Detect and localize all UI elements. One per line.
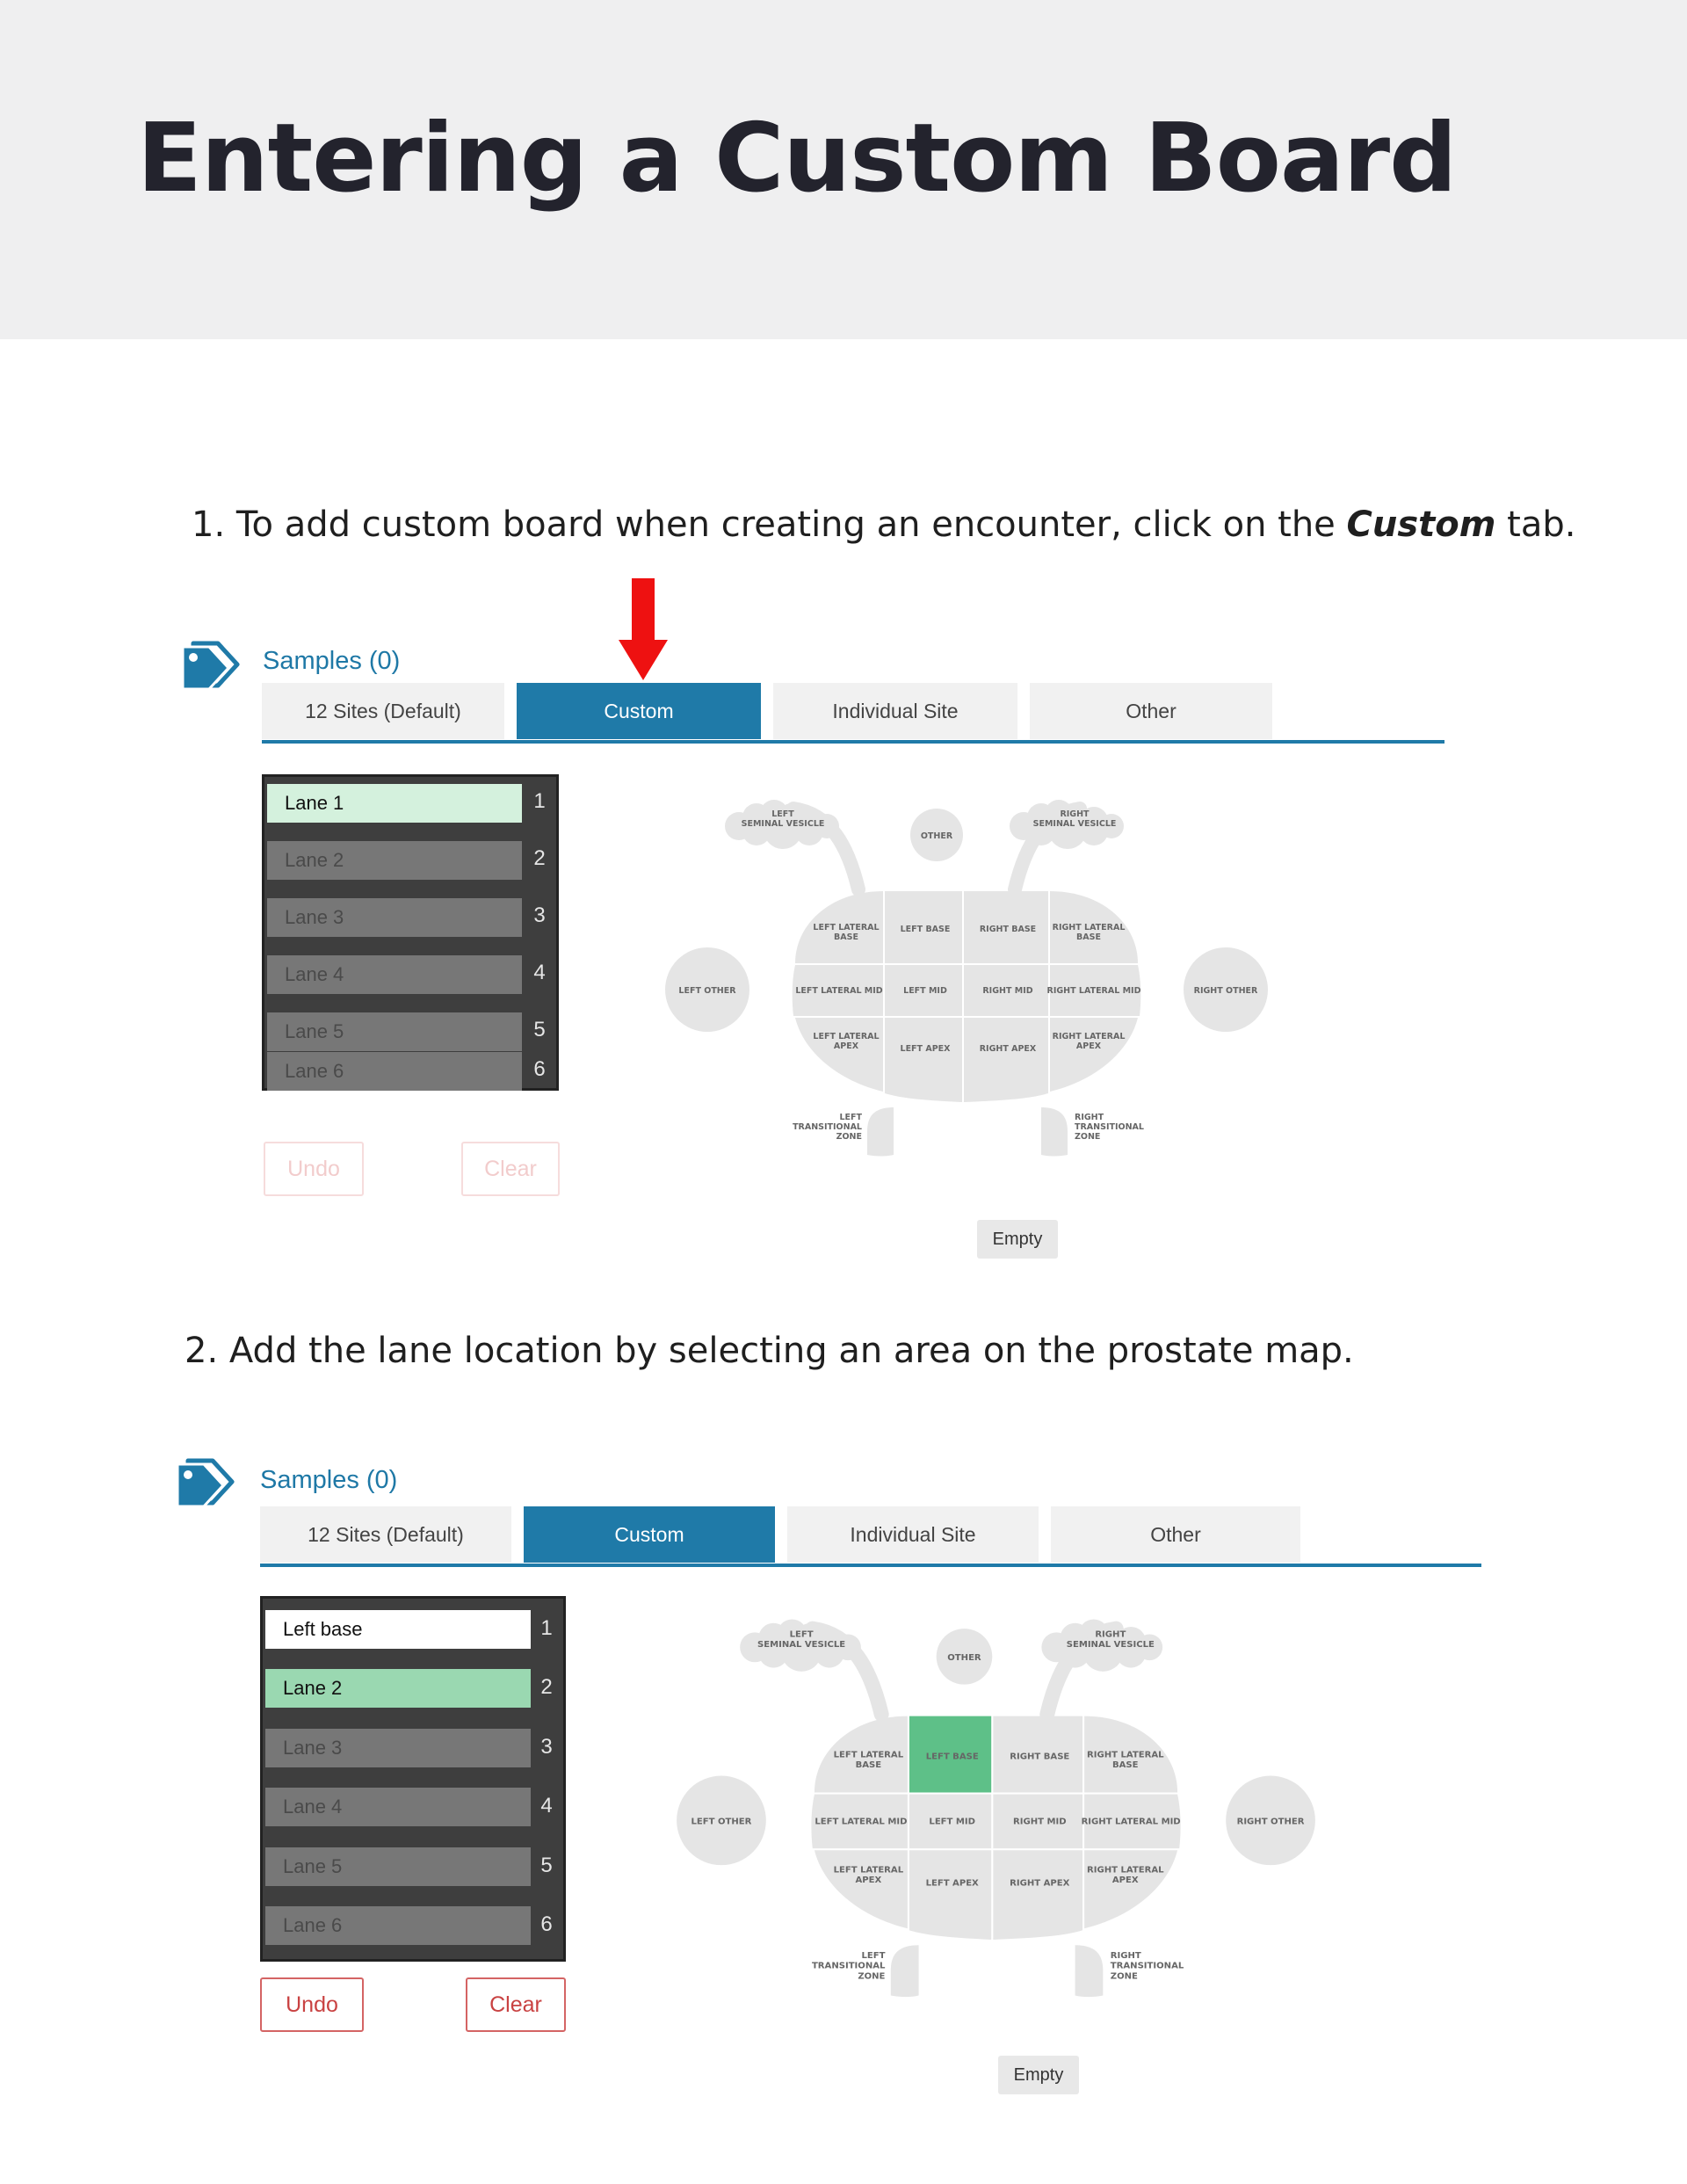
svg-text:LEFTSEMINAL VESICLE: LEFT SEMINAL VESICLE bbox=[757, 1629, 846, 1651]
left-transitional-zone-region[interactable] bbox=[867, 1107, 894, 1157]
lane-list bbox=[262, 774, 559, 1091]
left-lateral-apex-region[interactable] bbox=[795, 1018, 883, 1092]
lane-number: 5 bbox=[540, 1854, 553, 1877]
step-1-bold: Custom bbox=[1346, 504, 1496, 545]
lane-number: 4 bbox=[540, 1794, 553, 1818]
left-apex-region[interactable] bbox=[909, 1850, 991, 1940]
tab-other[interactable]: Other bbox=[1051, 1506, 1300, 1563]
lane-item[interactable]: Lane 5 bbox=[265, 1847, 531, 1886]
lane-number: 3 bbox=[540, 1735, 553, 1759]
svg-text:RIGHT LATERAL MID: RIGHT LATERAL MID bbox=[1081, 1817, 1181, 1827]
svg-text:RIGHT MID: RIGHT MID bbox=[1013, 1817, 1067, 1827]
tab-12-sites-default[interactable]: 12 Sites (Default) bbox=[262, 683, 504, 739]
tab-12-sites-default[interactable]: 12 Sites (Default) bbox=[260, 1506, 511, 1563]
lane-item[interactable]: Lane 4 bbox=[265, 1788, 531, 1826]
step-2-text bbox=[185, 1331, 1354, 1371]
svg-text:LEFT LATERAL MID: LEFT LATERAL MID bbox=[795, 986, 883, 996]
tab-underline bbox=[260, 1564, 1481, 1567]
tags-icon bbox=[174, 1455, 237, 1512]
svg-text:RIGHT OTHER: RIGHT OTHER bbox=[1236, 1817, 1305, 1827]
tab-individual-site[interactable]: Individual Site bbox=[787, 1506, 1039, 1563]
svg-text:RIGHTSEMINAL VESICLE: RIGHT SEMINAL VESICLE bbox=[1032, 809, 1117, 829]
svg-text:OTHER: OTHER bbox=[947, 1653, 981, 1664]
svg-text:LEFTTRANSITIONALZONE: LEFT TRANSITIONAL ZONE bbox=[811, 1951, 886, 1982]
left-transitional-zone-region[interactable] bbox=[891, 1945, 919, 1997]
right-apex-region[interactable] bbox=[964, 1018, 1048, 1102]
svg-text:LEFT APEX: LEFT APEX bbox=[900, 1044, 951, 1054]
left-apex-region[interactable] bbox=[885, 1018, 962, 1102]
lane-number: 4 bbox=[533, 961, 546, 984]
empty-button[interactable]: Empty bbox=[998, 2056, 1079, 2094]
lane-item[interactable]: Lane 6 bbox=[267, 1052, 522, 1091]
svg-text:LEFT OTHER: LEFT OTHER bbox=[691, 1817, 752, 1827]
right-transitional-zone-region[interactable] bbox=[1075, 1945, 1104, 1997]
svg-text:LEFTSEMINAL VESICLE: LEFT SEMINAL VESICLE bbox=[741, 809, 825, 829]
right-lateral-apex-region[interactable] bbox=[1050, 1018, 1138, 1092]
prostate-map-svg bbox=[663, 793, 1270, 1162]
lane-number: 6 bbox=[540, 1912, 553, 1936]
lane-number: 1 bbox=[540, 1616, 553, 1640]
svg-text:RIGHTSEMINAL VESICLE: RIGHT SEMINAL VESICLE bbox=[1066, 1629, 1155, 1651]
svg-text:RIGHT LATERALAPEX: RIGHT LATERAL APEX bbox=[1052, 1032, 1126, 1051]
lane-list bbox=[260, 1596, 566, 1962]
svg-text:LEFT LATERALAPEX: LEFT LATERAL APEX bbox=[813, 1032, 880, 1051]
svg-text:RIGHT APEX: RIGHT APEX bbox=[1010, 1878, 1070, 1889]
tab-other[interactable]: Other bbox=[1030, 683, 1272, 739]
samples-title: Samples (0) bbox=[260, 1466, 398, 1494]
lane-number: 2 bbox=[533, 846, 546, 870]
svg-text:LEFTTRANSITIONALZONE: LEFT TRANSITIONAL ZONE bbox=[793, 1113, 862, 1142]
empty-button[interactable]: Empty bbox=[977, 1220, 1058, 1259]
lane-item[interactable]: Left base bbox=[265, 1610, 531, 1649]
svg-text:LEFT BASE: LEFT BASE bbox=[925, 1752, 979, 1762]
tab-custom[interactable]: Custom bbox=[524, 1506, 775, 1563]
lane-item[interactable]: Lane 5 bbox=[267, 1012, 522, 1051]
right-lateral-apex-region[interactable] bbox=[1084, 1850, 1177, 1928]
lane-number: 2 bbox=[540, 1675, 553, 1699]
right-apex-region[interactable] bbox=[993, 1850, 1082, 1940]
svg-text:RIGHT LATERAL MID: RIGHT LATERAL MID bbox=[1046, 986, 1141, 996]
svg-text:LEFT APEX: LEFT APEX bbox=[925, 1878, 979, 1889]
undo-button[interactable]: Undo bbox=[260, 1977, 364, 2032]
svg-text:RIGHT BASE: RIGHT BASE bbox=[979, 925, 1037, 934]
tags-icon bbox=[179, 638, 243, 694]
svg-text:RIGHTTRANSITIONALZONE: RIGHT TRANSITIONAL ZONE bbox=[1110, 1951, 1184, 1982]
left-lateral-apex-region[interactable] bbox=[815, 1850, 908, 1928]
lane-item[interactable]: Lane 6 bbox=[265, 1906, 531, 1945]
svg-text:OTHER: OTHER bbox=[920, 831, 953, 841]
lane-number: 3 bbox=[533, 903, 546, 927]
samples-panel-1 bbox=[179, 638, 1550, 1271]
svg-text:RIGHT OTHER: RIGHT OTHER bbox=[1193, 986, 1258, 996]
tab-individual-site[interactable]: Individual Site bbox=[773, 683, 1017, 739]
svg-text:RIGHT MID: RIGHT MID bbox=[982, 986, 1033, 996]
lane-item[interactable]: Lane 1 bbox=[267, 784, 522, 823]
prostate-map bbox=[663, 793, 1270, 1166]
svg-text:LEFT LATERALAPEX: LEFT LATERAL APEX bbox=[833, 1865, 904, 1886]
step-2-number: 2. bbox=[185, 1331, 219, 1371]
right-transitional-zone-region[interactable] bbox=[1041, 1107, 1068, 1157]
svg-text:LEFT MID: LEFT MID bbox=[929, 1817, 975, 1827]
step-1-text-after: tab. bbox=[1495, 504, 1576, 545]
step-2-text-body: Add the lane location by selecting an area on the prostate map. bbox=[228, 1331, 1354, 1371]
svg-text:RIGHT APEX: RIGHT APEX bbox=[979, 1044, 1037, 1054]
svg-text:LEFT OTHER: LEFT OTHER bbox=[678, 986, 736, 996]
lane-number: 1 bbox=[533, 789, 546, 813]
svg-text:LEFT LATERALBASE: LEFT LATERAL BASE bbox=[813, 923, 880, 942]
step-1-text-before: To add custom board when creating an encounter, click on the bbox=[235, 504, 1347, 545]
page-title: Entering a Custom Board bbox=[137, 104, 1457, 214]
svg-text:RIGHT BASE: RIGHT BASE bbox=[1010, 1752, 1070, 1762]
clear-button[interactable]: Clear bbox=[466, 1977, 566, 2032]
lane-item[interactable]: Lane 3 bbox=[265, 1729, 531, 1767]
lane-item[interactable]: Lane 3 bbox=[267, 898, 522, 937]
lane-number: 6 bbox=[533, 1057, 546, 1081]
svg-text:RIGHT LATERALAPEX: RIGHT LATERAL APEX bbox=[1087, 1865, 1164, 1886]
tab-underline bbox=[262, 740, 1444, 744]
step-1-number: 1. bbox=[192, 504, 226, 545]
svg-text:LEFT MID: LEFT MID bbox=[903, 986, 947, 996]
tab-custom[interactable]: Custom bbox=[517, 683, 761, 739]
svg-text:RIGHT LATERALBASE: RIGHT LATERAL BASE bbox=[1052, 923, 1126, 942]
samples-title: Samples (0) bbox=[263, 647, 401, 675]
svg-text:LEFT LATERALBASE: LEFT LATERAL BASE bbox=[833, 1750, 904, 1770]
prostate-map bbox=[675, 1612, 1317, 2007]
samples-panel-2 bbox=[174, 1455, 1545, 2106]
lane-item[interactable]: Lane 4 bbox=[267, 955, 522, 994]
undo-button[interactable]: Undo bbox=[264, 1142, 364, 1196]
prostate-map-svg bbox=[675, 1612, 1317, 2003]
step-1-text bbox=[192, 504, 1575, 545]
svg-text:LEFT BASE: LEFT BASE bbox=[900, 925, 951, 934]
lane-number: 5 bbox=[533, 1018, 546, 1041]
lane-item[interactable]: Lane 2 bbox=[265, 1669, 531, 1708]
svg-text:RIGHTTRANSITIONALZONE: RIGHT TRANSITIONAL ZONE bbox=[1075, 1113, 1144, 1142]
svg-text:LEFT LATERAL MID: LEFT LATERAL MID bbox=[815, 1817, 908, 1827]
lane-item[interactable]: Lane 2 bbox=[267, 841, 522, 880]
svg-text:RIGHT LATERALBASE: RIGHT LATERAL BASE bbox=[1087, 1750, 1164, 1770]
clear-button[interactable]: Clear bbox=[461, 1142, 560, 1196]
